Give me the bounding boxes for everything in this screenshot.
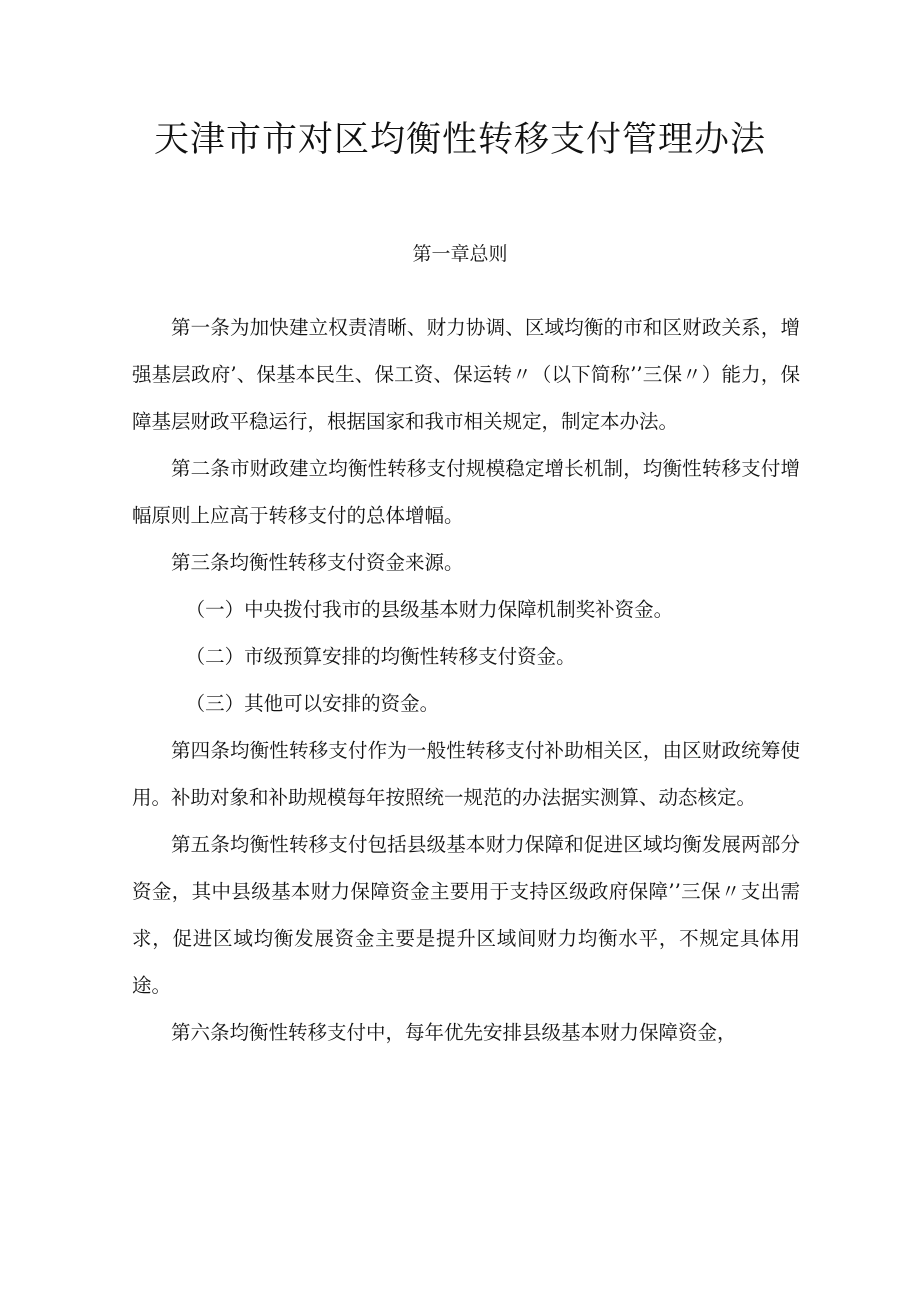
list-item: （一）中央拨付我市的县级基本财力保障机制奖补资金。 <box>185 598 674 621</box>
article-2: 第二条市财政建立均衡性转移支付规模稳定增长机制，均衡性转移支付增幅原则上应高于转移支付的总体增幅。 <box>132 457 800 527</box>
document-title: 天津市市对区均衡性转移支付管理办法 <box>153 120 766 160</box>
article-1: 第一条为加快建立权责清晰、财力协调、区域均衡的市和区财政关系，增强基层政府’、保基本民生、保工资、保运转〃（以下简称’’三保〃）能力，保障基层财政平稳运行，根据国家和我市相关规定，制定本办法。 <box>132 316 800 433</box>
article-5: 第五条均衡性转移支付包括县级基本财力保障和促进区域均衡发展两部分资金，其中县级基本财力保障资金主要用于支持区级政府保障’’三保〃支出需求，促进区域均衡发展资金主要是提升区域间财力均衡水平，不规定具体用途。 <box>132 833 800 997</box>
article-3: 第三条均衡性转移支付资金来源。 <box>171 551 464 574</box>
list-item: （三）其他可以安排的资金。 <box>185 692 440 715</box>
document-body <box>132 304 800 1056</box>
list-item: （二）市级预算安排的均衡性转移支付资金。 <box>185 645 576 668</box>
article-4: 第四条均衡性转移支付作为一般性转移支付补助相关区，由区财政统筹使用。补助对象和补助规模每年按照统一规范的办法据实测算、动态核定。 <box>132 739 800 809</box>
article-6: 第六条均衡性转移支付中，每年优先安排县级基本财力保障资金， <box>171 1021 737 1044</box>
chapter-heading: 第一章总则 <box>412 243 508 265</box>
